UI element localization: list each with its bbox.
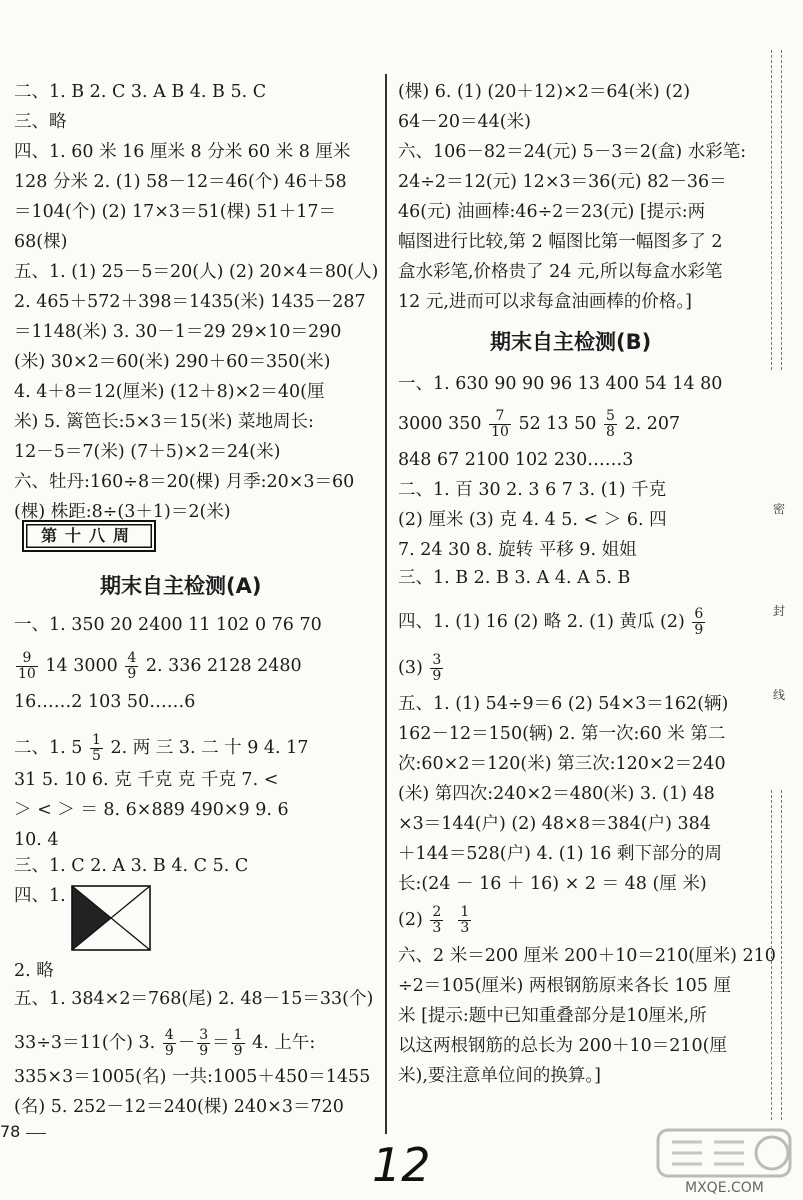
- answer-line: 六、2 米＝200 厘米 200＋10＝210(厘米) 210: [398, 946, 776, 966]
- fraction: $\frac{1}{9}$: [233, 1027, 243, 1059]
- seal-dashed-line: [771, 790, 772, 1120]
- answer-line-fractions: (2) $\frac{2}{3}$ $\frac{1}{3}$: [398, 904, 470, 936]
- answer-line: (米) 30×2＝60(米) 290＋60＝350(米): [14, 352, 331, 372]
- answer-line: 五、1. (1) 25－5＝20(人) (2) 20×4＝80(人): [14, 262, 379, 282]
- answer-line: 三、1. C 2. A 3. B 4. C 5. C: [14, 856, 249, 876]
- fraction: $\frac{9}{10}$: [18, 650, 36, 682]
- answer-line: 24÷2＝12(元) 12×3＝36(元) 82－36＝: [398, 172, 727, 192]
- seal-char: 封: [773, 604, 786, 618]
- column-divider: [385, 74, 387, 1134]
- answer-line: 一、1. 630 90 90 96 13 400 54 14 80: [398, 374, 723, 394]
- section-title-b: 期末自主检测(B): [490, 330, 652, 354]
- seal-dashed-line: [781, 50, 782, 370]
- binding-margin: [767, 0, 803, 1200]
- answer-line: 31 5. 10 6. 克 千克 克 千克 7. <: [14, 770, 279, 790]
- answer-line: 六、牡丹:160÷8＝20(棵) 月季:20×3＝60: [14, 472, 355, 492]
- page-number-rule: [26, 1133, 46, 1134]
- answer-line: 64－20＝44(米): [398, 112, 531, 132]
- section-title-a: 期末自主检测(A): [100, 574, 262, 598]
- answer-line: 848 67 2100 102 230……3: [398, 450, 634, 470]
- answer-line: 长:(24 － 16 ＋ 16) × 2 ＝ 48 (厘 米): [398, 874, 707, 894]
- answer-line: 7. 24 30 8. 旋转 平移 9. 姐姐: [398, 540, 637, 560]
- answer-line: (米) 第四次:240×2＝480(米) 3. (1) 48: [398, 784, 715, 804]
- answer-line: 三、1. B 2. B 3. A 4. A 5. B: [398, 568, 631, 588]
- fraction: $\frac{6}{9}$: [694, 606, 704, 638]
- fraction: $\frac{5}{8}$: [605, 408, 615, 440]
- answer-line-fractions: 二、1. 5 $\frac{1}{5}$ 2. 两 三 3. 二 十 9 4. 17: [14, 732, 309, 764]
- answer-line: 2. 465＋572＋398＝1435(米) 1435－287: [14, 292, 366, 312]
- seal-dashed-line: [781, 790, 782, 1120]
- answer-line: (2) 厘米 (3) 克 4. 4 5. < ＞ 6. 四: [398, 510, 667, 530]
- fraction: $\frac{3}{9}$: [432, 652, 442, 684]
- answer-line-fractions: 四、1. (1) 16 (2) 略 2. (1) 黄瓜 (2) $\frac{6}{9}$: [398, 606, 704, 638]
- week-heading: 第十八周: [22, 520, 156, 552]
- answer-line: 幅图进行比较,第 2 幅图比第一幅图多了 2: [398, 232, 723, 252]
- answer-line: ＝1148(米) 3. 30－1＝29 29×10＝290: [14, 322, 342, 342]
- answer-line: ＋144＝528(户) 4. (1) 16 剩下部分的周: [398, 844, 722, 864]
- answer-line: 335×3＝1005(名) 一共:1005＋450＝1455: [14, 1067, 371, 1087]
- answer-line: ÷2＝105(厘米) 两根钢筋原来各长 105 厘: [398, 976, 731, 996]
- page-number: 78: [0, 1122, 21, 1141]
- fraction: $\frac{3}{9}$: [199, 1027, 209, 1059]
- answer-line: 五、1. 384×2＝768(尾) 2. 48－15＝33(个): [14, 989, 374, 1009]
- answer-line: 二、1. B 2. C 3. A B 4. B 5. C: [14, 82, 267, 102]
- answer-line: (名) 5. 252－12＝240(棵) 240×3＝720: [14, 1097, 344, 1117]
- answer-line: 五、1. (1) 54÷9＝6 (2) 54×3＝162(辆): [398, 694, 729, 714]
- answer-line: 16……2 103 50……6: [14, 692, 196, 712]
- fraction: $\frac{4}{9}$: [164, 1027, 174, 1059]
- answer-line: ×3＝144(户) (2) 48×8＝384(户) 384: [398, 814, 711, 834]
- answer-line: 盒水彩笔,价格贵了 24 元,所以每盒水彩笔: [398, 262, 723, 282]
- fraction: $\frac{2}{3}$: [432, 904, 442, 936]
- seal-dashed-line: [771, 50, 772, 370]
- fraction: $\frac{7}{10}$: [491, 408, 509, 440]
- answer-line: 米) 5. 篱笆长:5×3＝15(米) 菜地周长:: [14, 412, 314, 432]
- answer-line: ＝104(个) (2) 17×3＝51(棵) 51＋17＝: [14, 202, 337, 222]
- answer-line: 三、略: [14, 112, 67, 132]
- seal-char: 密: [773, 502, 786, 516]
- answer-line-fractions: 33÷3＝11(个) 3. $\frac{4}{9}$ － $\frac{3}{9}$ ＝ $\frac{1}{9}$ 4. 上午:: [14, 1027, 316, 1059]
- answer-line: (棵) 6. (1) (20＋12)×2＝64(米) (2): [398, 82, 691, 102]
- answer-line: 四、1. 60 米 16 厘米 8 分米 60 米 8 厘米: [14, 142, 351, 162]
- answer-line: 2. 略: [14, 961, 54, 981]
- seal-char: 线: [773, 688, 786, 702]
- answer-line: 次:60×2＝120(米) 第三次:120×2＝240: [398, 754, 726, 774]
- watermark-url: MXQE.COM: [685, 1180, 764, 1196]
- fraction: $\frac{1}{5}$: [91, 732, 101, 764]
- divided-square-figure: [71, 885, 151, 951]
- answer-line: 10. 4: [14, 830, 59, 850]
- answer-line: 米),要注意单位间的换算。]: [398, 1066, 601, 1086]
- answer-line-fractions: 3000 350 $\frac{7}{10}$ 52 13 50 $\frac{5}{8}$ 2. 207: [398, 408, 681, 440]
- answer-line: 一、1. 350 20 2400 11 102 0 76 70: [14, 615, 322, 635]
- answer-line: ＞ < ＞ ＝ 8. 6×889 490×9 9. 6: [14, 800, 289, 820]
- answer-line: 以这两根钢筋的总长为 200＋10＝210(厘: [398, 1036, 727, 1056]
- answer-line: 四、1.: [14, 886, 66, 906]
- answer-line-fractions: $\frac{9}{10}$ 14 3000 $\frac{4}{9}$ 2. 336 2128 2480: [18, 650, 302, 682]
- answer-line: (棵) 株距:8÷(3＋1)＝2(米): [14, 502, 231, 522]
- answer-line: 12 元,进而可以求每盒油画棒的价格。]: [398, 292, 692, 312]
- answer-line: 46(元) 油画棒:46÷2＝23(元) [提示:两: [398, 202, 706, 222]
- answer-line: 米 [提示:题中已知重叠部分是10厘米,所: [398, 1006, 707, 1026]
- handwritten-number: 12: [372, 1138, 431, 1192]
- fraction: $\frac{4}{9}$: [127, 650, 137, 682]
- answer-line: 六、106－82＝24(元) 5－3＝2(盒) 水彩笔:: [398, 142, 747, 162]
- answer-line: 二、1. 百 30 2. 3 6 7 3. (1) 千克: [398, 480, 667, 500]
- fraction: $\frac{1}{3}$: [460, 904, 470, 936]
- answer-line: 68(棵): [14, 232, 68, 252]
- answer-line: 12－5＝7(米) (7＋5)×2＝24(米): [14, 442, 281, 462]
- answer-line-fractions: (3) $\frac{3}{9}$: [398, 652, 442, 684]
- answer-line: 4. 4＋8＝12(厘米) (12＋8)×2＝40(厘: [14, 382, 325, 402]
- answer-line: 162－12＝150(辆) 2. 第一次:60 米 第二: [398, 724, 726, 744]
- answer-line: 128 分米 2. (1) 58－12＝46(个) 46＋58: [14, 172, 347, 192]
